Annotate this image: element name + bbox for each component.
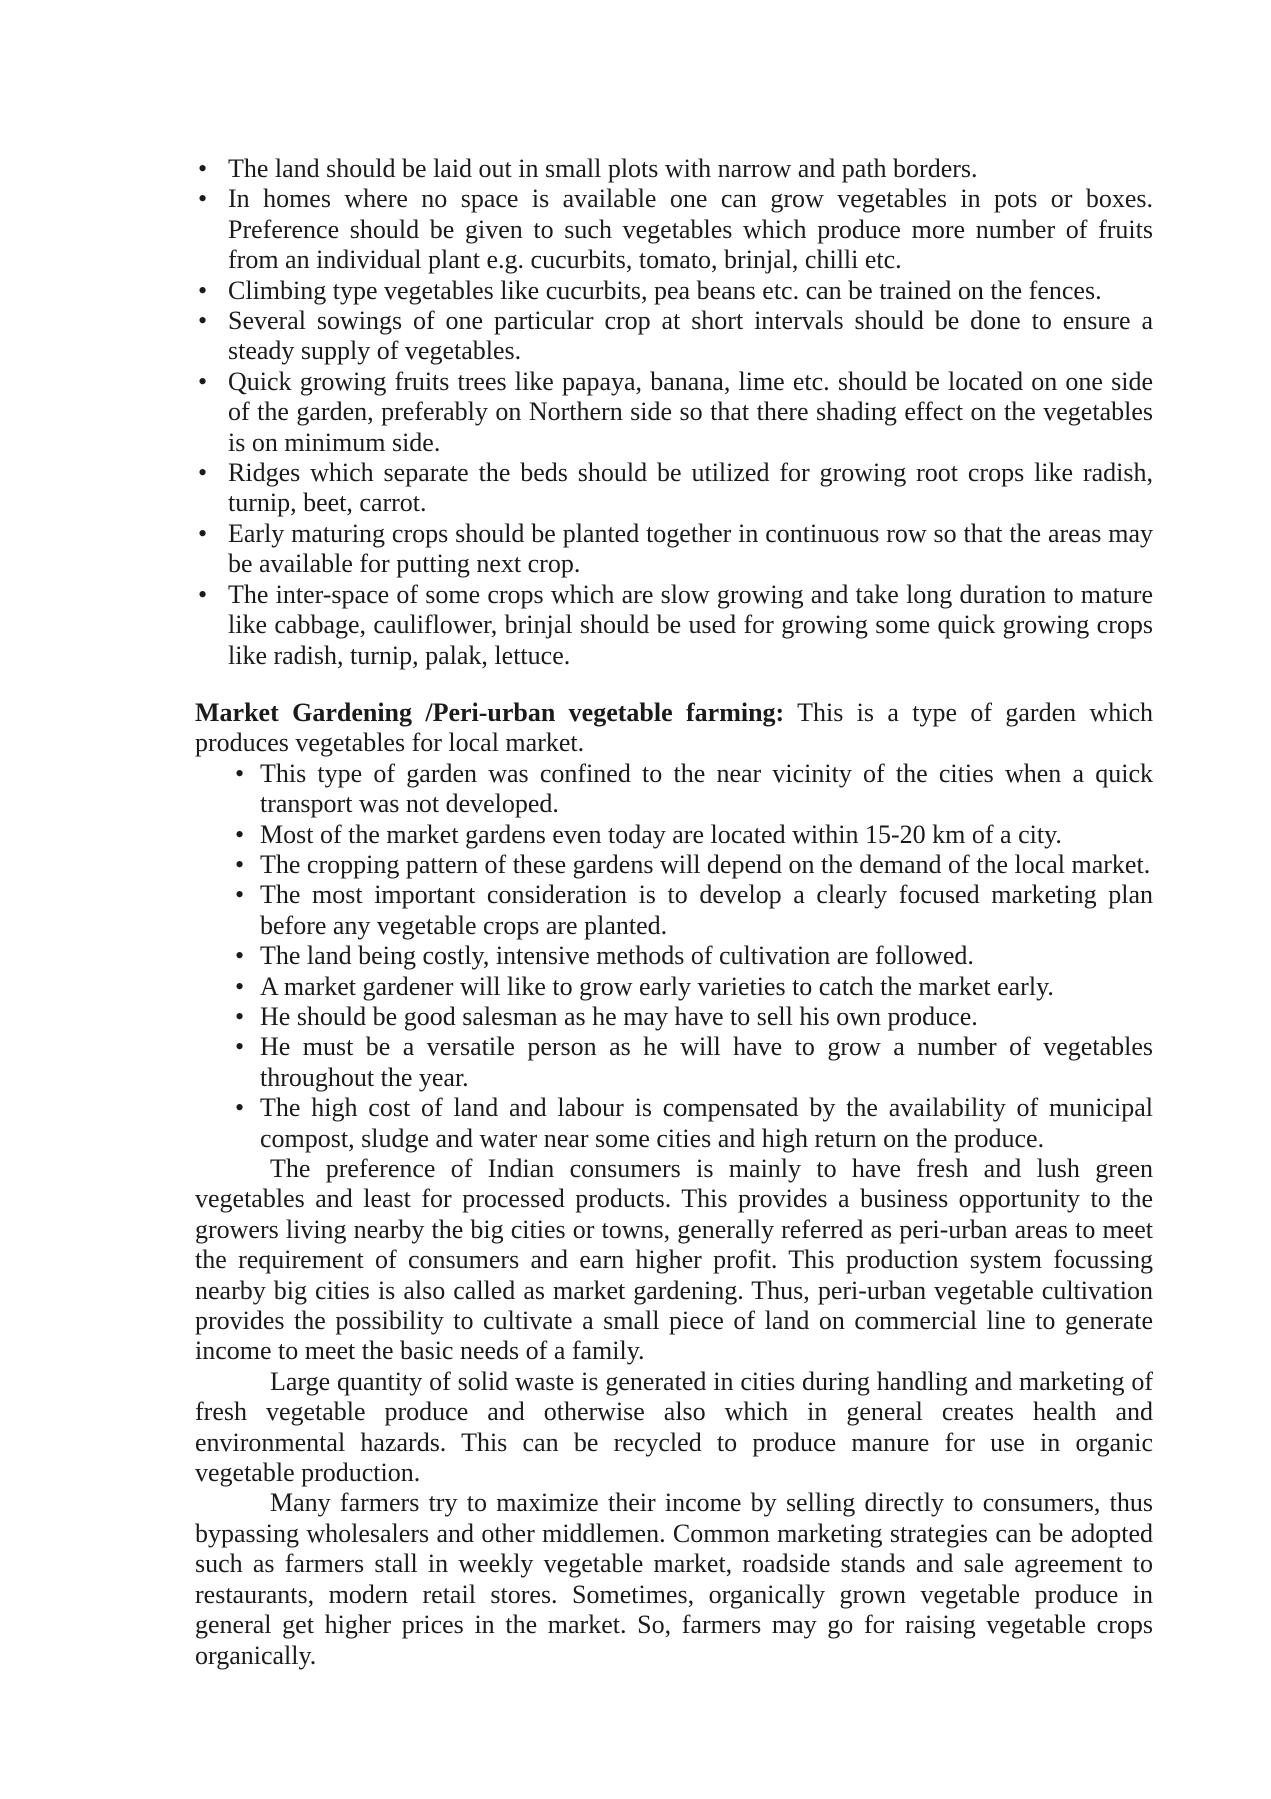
market-gardening-bullet-list	[195, 759, 1153, 1154]
bullet-item-several-sowings: • Several sowings of one particular crop at short intervals should be done to ensure a steady supply of vegetables.	[195, 306, 1153, 367]
bullet-item-high-cost-compensated: • The high cost of land and labour is compensated by the availability of municipal compost, sludge and water near some cities and high return on the produce.	[195, 1093, 1153, 1154]
bullet-item-good-salesman: • He should be good salesman as he may have to sell his own produce.	[195, 1002, 1153, 1032]
bullet-item-pots-boxes: • In homes where no space is available one can grow vegetables in pots or boxes. Preference should be given to such vegetables which produce more number of fruits from an individual plant e.g. cucurbits, tomato, brinjal, chilli etc.	[195, 184, 1153, 275]
paragraph-consumer-preference: The preference of Indian consumers is mainly to have fresh and lush green vegetables and least for processed products. This provides a business opportunity to the growers living nearby the big cities or towns, generally referred as peri-urban areas to meet the requirement of consumers and earn higher profit. This production system focussing nearby big cities is also called as market gardening. Thus, peri-urban vegetable cultivation provides the possibility to cultivate a small piece of land on commercial line to generate income to meet the basic needs of a family.	[195, 1154, 1153, 1366]
bullet-item-early-varieties: • A market gardener will like to grow early varieties to catch the market early.	[195, 972, 1153, 1002]
paragraph-solid-waste: Large quantity of solid waste is generated in cities during handling and marketing of fresh vegetable produce and otherwise also which in general creates health and environmental hazards. This can be recycled to produce manure for use in organic vegetable production.	[195, 1366, 1153, 1488]
bullet-item-cropping-pattern: • The cropping pattern of these gardens will depend on the demand of the local market.	[195, 850, 1153, 880]
bullet-item-land-plots: • The land should be laid out in small plots with narrow and path borders.	[195, 154, 1153, 184]
bullet-item-marketing-plan: • The most important consideration is to develop a clearly focused marketing plan before any vegetable crops are planted.	[195, 880, 1153, 941]
section-heading: Market Gardening /Peri-urban vegetable farming:	[195, 697, 785, 727]
heading-trailing-text: This is a type of garden which produces vegetables for local market.	[195, 697, 1153, 758]
bullet-item-ridges-root-crops: • Ridges which separate the beds should be utilized for growing root crops like radish, turnip, beet, carrot.	[195, 458, 1153, 519]
kitchen-garden-bullet-list	[195, 154, 1153, 671]
bullet-item-intensive-methods: • The land being costly, intensive methods of cultivation are followed.	[195, 941, 1153, 971]
bullet-item-15-20-km: • Most of the market gardens even today are located within 15-20 km of a city.	[195, 820, 1153, 850]
paragraph-direct-selling: Many farmers try to maximize their income by selling directly to consumers, thus bypassing wholesalers and other middlemen. Common marketing strategies can be adopted such as farmers stall in weekly vegetable market, roadside stands and sale agreement to restaurants, modern retail stores. Sometimes, organically grown vegetable produce in general get higher prices in the market. So, farmers may go for raising vegetable crops organically.	[195, 1488, 1153, 1670]
bullet-item-climbing-vegetables: • Climbing type vegetables like cucurbits, pea beans etc. can be trained on the fences.	[195, 276, 1153, 306]
bullet-item-versatile-person: • He must be a versatile person as he will have to grow a number of vegetables throughout the year.	[195, 1032, 1153, 1093]
bullet-item-early-maturing: • Early maturing crops should be planted together in continuous row so that the areas may be available for putting next crop.	[195, 519, 1153, 580]
market-gardening-heading-paragraph	[195, 698, 1153, 759]
bullet-item-garden-confined: • This type of garden was confined to the near vicinity of the cities when a quick transport was not developed.	[195, 759, 1153, 820]
bullet-item-inter-space: • The inter-space of some crops which are slow growing and take long duration to mature like cabbage, cauliflower, brinjal should be used for growing some quick growing crops like radish, turnip, palak, lettuce.	[195, 580, 1153, 671]
bullet-item-fruit-trees: • Quick growing fruits trees like papaya, banana, lime etc. should be located on one side of the garden, preferably on Northern side so that there shading effect on the vegetables is on minimum side.	[195, 367, 1153, 458]
